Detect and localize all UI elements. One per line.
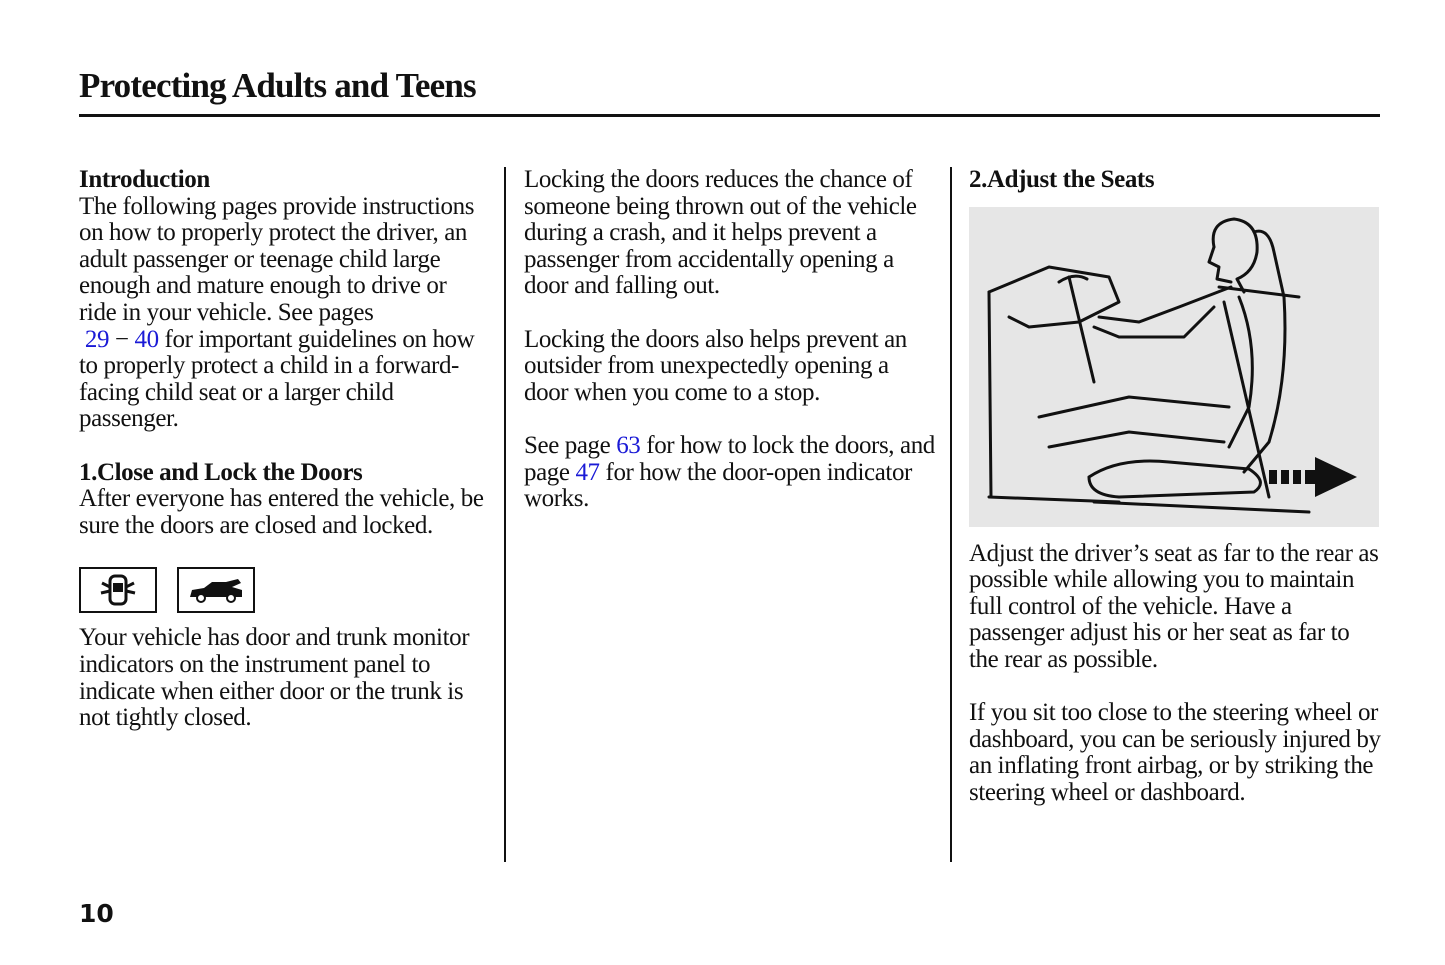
range-dash: − (114, 325, 129, 353)
title-rule (79, 114, 1380, 117)
section2-heading: 2.Adjust the Seats (969, 166, 1155, 193)
column-divider-2 (950, 167, 952, 862)
intro-text-part: The following pages provide instructions on how to properly protect the driver, an adult passenger or teenage child large enough and mature enough to drive or ride in your vehicle. See pages (79, 192, 475, 326)
introduction-heading: Introduction (79, 166, 210, 193)
column-left (79, 167, 489, 732)
page-link-40[interactable]: 40 (134, 325, 159, 353)
introduction-text (79, 194, 489, 433)
door-open-indicator-icon (79, 567, 157, 613)
see-page-part: for how to lock the doors, and page (524, 431, 935, 486)
locking-reduces-text: Locking the doors reduces the chance of someone being thrown out of the vehicle during a crash, and it helps prevent a passenger from accidentally opening a door and falling out. (524, 166, 917, 300)
section1-text: After everyone has entered the vehicle, be sure the doors are closed and locked. (79, 485, 484, 539)
page-number: 10 (79, 899, 114, 928)
airbag-warning-text: If you sit too close to the steering wheel or dashboard, you can be seriously injured by an inflating front airbag, or by striking the steering wheel or dashboard. (969, 699, 1381, 806)
intro-text-part: for important guidelines on how to properly protect a child in a forward-facing child seat or a larger child passenger. (79, 325, 475, 433)
see-page-part: See page (524, 431, 611, 459)
page-link-29[interactable]: 29 (84, 325, 110, 353)
driver-seat-adjust-illustration (969, 207, 1379, 527)
column-right (969, 167, 1381, 807)
indicator-icons (79, 567, 489, 613)
adjust-seat-text: Adjust the driver’s seat as far to the rear as possible while allowing you to maintain full control of the vehicle. Have a passenger adjust his or her seat as far to the rear as possible. (969, 539, 1379, 673)
see-page-text (524, 433, 936, 513)
page-title: Protecting Adults and Teens (79, 66, 476, 105)
monitor-indicators-text: Your vehicle has door and trunk monitor indicators on the instrument panel to indicate when either door or the trunk is not tightly closed. (79, 624, 470, 732)
locking-prevents-text: Locking the doors also helps prevent an outsider from unexpectedly opening a door when you come to a stop. (524, 325, 907, 406)
section1-heading: 1.Close and Lock the Doors (79, 458, 363, 486)
trunk-open-indicator-icon (177, 567, 255, 613)
page-link-63[interactable]: 63 (616, 431, 641, 459)
column-divider-1 (504, 167, 506, 862)
see-page-part: for how the door-open indicator works. (524, 458, 912, 513)
page-link-47[interactable]: 47 (575, 458, 600, 486)
column-middle (524, 167, 936, 513)
